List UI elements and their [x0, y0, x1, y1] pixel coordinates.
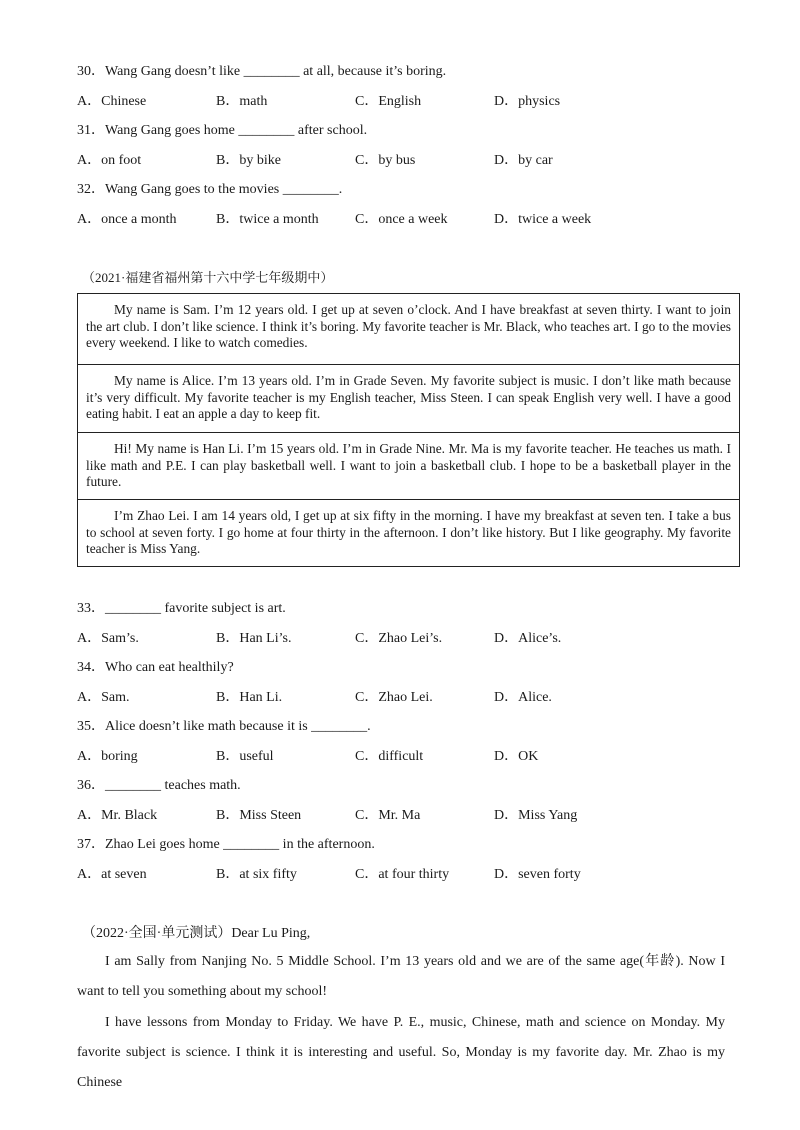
option-a[interactable]: A．Sam’s.	[77, 631, 139, 646]
question-35-options	[77, 748, 717, 766]
option-d[interactable]: D．Alice.	[494, 690, 552, 705]
option-d[interactable]: D．OK	[494, 749, 539, 764]
option-b[interactable]: B．Miss Steen	[216, 808, 302, 823]
question-30: 30．Wang Gang doesn’t like ________ at all, because it’s boring.	[77, 64, 447, 79]
option-a[interactable]: A．once a month	[77, 212, 177, 227]
letter-paragraph: I have lessons from Monday to Friday. We have P. E., music, Chinese, math and science on Monday. My favorite subject is science. I think it is interesting and useful. So, Monday is my favorite day. Mr. Zhao is my Chinese	[77, 1015, 725, 1090]
option-c[interactable]: C．once a week	[355, 212, 448, 227]
question-36: 36．________ teaches math.	[77, 778, 241, 793]
question-35: 35．Alice doesn’t like math because it is ________.	[77, 719, 371, 734]
question-33-options	[77, 630, 717, 648]
option-d[interactable]: D．Miss Yang	[494, 808, 578, 823]
passage-zhao-lei: I’m Zhao Lei. I am 14 years old, I get up at six fifty in the morning. I have my breakfast at seven ten. I take a bus to school at seven forty. I go home at four thirty in the afternoon. I don’t like history. But I like geography. My favorite teacher is Miss Yang.	[78, 499, 739, 566]
option-b[interactable]: B．Han Li.	[216, 690, 283, 705]
question-32-options	[77, 211, 717, 229]
passage-table	[77, 293, 740, 567]
section-source: （2021·福建省福州第十六中学七年级期中）	[82, 270, 334, 285]
option-c[interactable]: C．difficult	[355, 749, 424, 764]
option-b[interactable]: B．math	[216, 94, 268, 109]
passage-sam: My name is Sam. I’m 12 years old. I get up at seven o’clock. And I have breakfast at seven thirty. I want to join the art club. I don’t like science. I think it’s boring. My favorite teacher is Mr. Black, who teaches art. I go to the movies every weekend. I like to watch comedies.	[86, 302, 731, 350]
question-33: 33．________ favorite subject is art.	[77, 601, 286, 616]
question-36-options	[77, 807, 717, 825]
option-d[interactable]: D．by car	[494, 153, 553, 168]
option-a[interactable]: A．Chinese	[77, 94, 147, 109]
option-c[interactable]: C．English	[355, 94, 422, 109]
option-c[interactable]: C．by bus	[355, 153, 416, 168]
option-b[interactable]: B．by bike	[216, 153, 281, 168]
question-37-options	[77, 866, 717, 884]
question-34-options	[77, 689, 717, 707]
question-34: 34．Who can eat healthily?	[77, 660, 234, 675]
option-c[interactable]: C．Zhao Lei’s.	[355, 631, 443, 646]
passage-han-li: Hi! My name is Han Li. I’m 15 years old. I’m in Grade Nine. Mr. Ma is my favorite teacher. He teaches us math. I like math and P.E. I can play basketball well. I want to join a basketball club. I hope to be a basketball player in the future.	[78, 432, 739, 499]
option-b[interactable]: B．Han Li’s.	[216, 631, 292, 646]
option-c[interactable]: C．Zhao Lei.	[355, 690, 433, 705]
question-31-options	[77, 152, 717, 170]
option-a[interactable]: A．boring	[77, 749, 138, 764]
option-a[interactable]: A．on foot	[77, 153, 142, 168]
option-b[interactable]: B．useful	[216, 749, 274, 764]
option-b[interactable]: B．at six fifty	[216, 867, 297, 882]
question-37: 37．Zhao Lei goes home ________ in the afternoon.	[77, 837, 375, 852]
option-d[interactable]: D．seven forty	[494, 867, 581, 882]
option-a[interactable]: A．at seven	[77, 867, 147, 882]
option-b[interactable]: B．twice a month	[216, 212, 319, 227]
option-a[interactable]: A．Mr. Black	[77, 808, 158, 823]
option-d[interactable]: D．Alice’s.	[494, 631, 562, 646]
option-d[interactable]: D．twice a week	[494, 212, 592, 227]
option-c[interactable]: C．at four thirty	[355, 867, 450, 882]
letter-heading: （2022·全国·单元测试）Dear Lu Ping,	[82, 926, 311, 941]
option-d[interactable]: D．physics	[494, 94, 561, 109]
question-30-options	[77, 93, 717, 111]
passage-alice: My name is Alice. I’m 13 years old. I’m in Grade Seven. My favorite subject is music. I don’t like math because it’s very difficult. My favorite teacher is my English teacher, Miss Steen. I can speak English very well. I have a good eating habit. I eat an apple a day to keep fit.	[78, 364, 739, 432]
question-32: 32．Wang Gang goes to the movies ________.	[77, 182, 343, 197]
option-c[interactable]: C．Mr. Ma	[355, 808, 421, 823]
letter-paragraph: I am Sally from Nanjing No. 5 Middle School. I’m 13 years old and we are of the same age(年龄). Now I want to tell you something about my school!	[77, 954, 725, 999]
question-31: 31．Wang Gang goes home ________ after school.	[77, 123, 368, 138]
option-a[interactable]: A．Sam.	[77, 690, 130, 705]
